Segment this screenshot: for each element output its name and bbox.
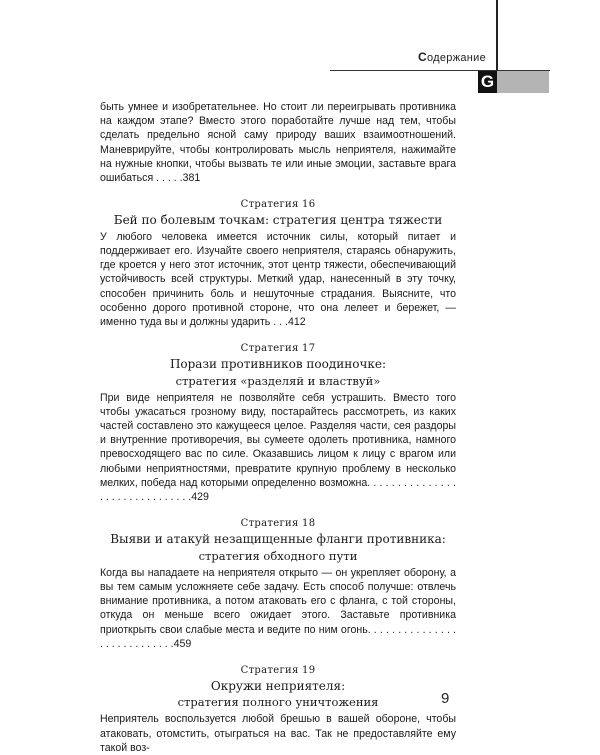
section-tab-letter: G [478,71,497,93]
strategy-16 [100,199,456,329]
strategy-subtitle: стратегия «разделяй и властвуй» [175,373,381,388]
running-header-initial: С [418,50,427,64]
strategy-title: Порази противников поодиночке: [169,357,387,372]
strategy-subtitle: стратегия полного уничтожения [177,695,379,710]
strategy-summary: У любого человека имеется источник силы, который питает и поддерживает его. Изучайте своего неприятеля, стараясь обнаружить, где кроется у него этот источник, этот центр тяжести, обеспечивающий устойчивость всей структуры. Меткий удар, нанесенный в эту точку, способен причинить боль и нешуточные страдания. Выясните, что особенно дорого противной стороне, что она лелеет и бережет, — именно туда вы и должны ударить . . .412 [100,230,456,328]
strategy-number: Стратегия 17 [240,343,316,355]
strategy-title: Бей по болевым точкам: стратегия центра тяжести [113,213,443,228]
strategy-number: Стратегия 16 [240,199,316,211]
strategy-19 [100,665,456,755]
strategy-title: Окружи неприятеля: [210,678,346,693]
strategy-18 [100,518,456,651]
strategy-summary: Когда вы нападаете на неприятеля открыто — он укрепляет оборону, а вы тем самым усложняете себе задачу. Есть способ получше: отвлечь внимание противника, а потом атаковать его с фланга, с той стороны, откуда он меньше всего ожидает этого. Заставьте противника приоткрыть свои слабые места и ведите по ним огонь. . . . . . . . . . . . . . . . . . . . . . . . . . . .459 [100,566,456,650]
strategy-summary: Неприятель воспользуется любой брешью в вашей обороне, чтобы атаковать, отомстить, отыграться на вас. Так не предоставляйте ему такой воз- [100,713,456,754]
strategy-summary: При виде неприятеля не позволяйте себя устрашить. Вместо того чтобы ужасаться грозному виду, постарайтесь рассмотреть, из каких частей составлено это кажущееся целое. Разделяя части, сея раздоры и внутренние противоречия, вы сумеете одолеть противника, намного превосходящего вас по силе. Оказавшись лицом к лицу с врагом или любыми неприятностями, превратите крупную проблему в несколько мелких, победа над которыми определенно возможна. . . . . . . . . . . . . . . . . . . . . . . . . . . . . . .429 [100,391,456,504]
intro-paragraph: быть умнее и изобретательнее. Но стоит ли переигрывать противника на каждом этапе? Вместо этого поработайте лучше над тем, чтобы сделать предельно ясной саму природу ваших взаимоотношений. Маневрируйте, чтобы контролировать мысль неприятеля, нажимайте на нужные кнопки, чтобы вызвать те или иные эмоции, заставьте врага ошибаться . . . . .381 [100,101,456,185]
running-header-text: одержание [426,52,487,64]
strategy-17 [100,343,456,504]
strategy-number: Стратегия 19 [240,664,316,676]
strategy-number: Стратегия 18 [240,518,316,530]
page-number: 9 [441,690,450,707]
toc-content [100,100,456,755]
strategy-subtitle: стратегия обходного пути [198,548,358,563]
running-header [418,50,486,64]
strategy-title: Выяви и атакуй незащищенные фланги противника: [110,532,446,547]
